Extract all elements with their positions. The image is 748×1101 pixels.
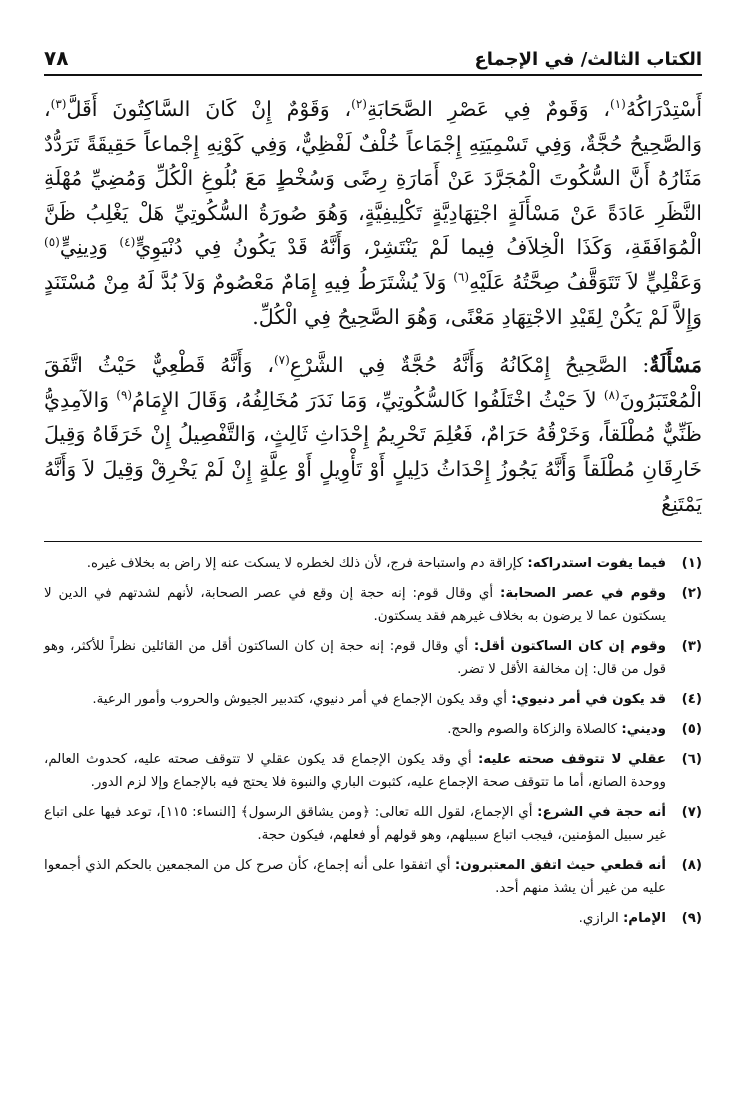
footnote (44, 854, 702, 900)
footnote-body: كإراقة دم واستباحة فرج، لأن ذلك لخطره لا يسكت عنه إلا راض به بخلاف غيره. (86, 556, 528, 572)
footnote-text (44, 854, 666, 900)
text-run: وَالآمِدِيُّ ظَنِّيٌّ مُطْلَقاً، وَخَرْقُهُ حَرَامٌ، فَعُلِمَ تَحْرِيمُ إِحْدَاثِ ثَالِثٍ، وَالتَّفْصِيلُ إِنْ خَرَقَاهُ وَقِيلَ خَارِقَانِ مُطْلَقاً وَأَنَّهُ يَجُوزُ إِحْدَاثُ دَلِيلٍ أَوْ تَأْوِيلٍ أَوْ عِلَّةٍ إِنْ لَمْ يَخْرِقْ وَقِيلَ لاَ وَأَنَّهُ يَمْتَنِعُ (44, 387, 702, 516)
footnote-body: أي وقد يكون الإجماع في أمر دنيوي، كتدبير الجيوش والحروب وأمور الرعية. (92, 692, 512, 708)
section-lead: مَسْأَلَةٌ (649, 353, 702, 378)
footnote (44, 718, 702, 741)
footnote-head: وديني: (621, 722, 666, 738)
footnote (44, 907, 702, 930)
text-run: : الصَّحِيحُ إِمْكَانُهُ وَأَنَّهُ حُجَّةٌ فِي الشَّرْعِ (289, 353, 650, 378)
footnote-body: أي وقال قوم: إنه حجة إن كان الساكتون أقل من القائلين نظراً للأكثر، وهو قول من قال: إن مخالفة الأقل لا تضر. (44, 639, 666, 678)
footnote-head: أنه قطعي حيث اتفق المعتبرون: (454, 858, 666, 874)
footnote-head: عقلي لا تتوقف صحته عليه: (477, 752, 666, 768)
text-run: أَسْتِدْرَاكُهُ (625, 97, 703, 121)
footnote-rule (44, 541, 702, 542)
footnote-marker: (٥) (44, 235, 60, 250)
footnote-body: أي وقال قوم: إنه حجة إن وقع في عصر الصحابة، لأنهم لشدتهم في الدين لا يسكتون عما لا يرضون به بخلاف غيرهم فقد يسكتون. (44, 586, 666, 625)
footnote-head: فيما يفوت استدراكه: (527, 556, 666, 572)
footnote (44, 801, 702, 847)
footnote-head: قد يكون في أمر دنيوي: (511, 692, 666, 708)
footnote-number: (٦) (681, 752, 702, 768)
footnote-number: (٩) (681, 911, 702, 927)
footnote-body: كالصلاة والزكاة والصوم والحج. (447, 722, 622, 738)
footnote-text (44, 801, 666, 847)
footnote-text (44, 635, 666, 681)
footnote (44, 582, 702, 628)
text-run: ، وَقَوْمٌ إِنْ كَانَ السَّاكِتُونَ أَقَلَّ (66, 97, 352, 121)
footnote-marker: (١) (610, 97, 626, 112)
footnote-marker: (٩) (116, 387, 133, 402)
paragraph-2 (44, 348, 702, 521)
footnotes (44, 552, 702, 930)
text-run: ، وَأَنَّهُ قَطْعِيٌّ حَيْثُ اتَّفَقَ الْمُعْتَبَرُونَ (44, 353, 702, 412)
text-run: ، وَالصَّحِيحُ حُجَّةٌ، وَفِي تَسْمِيَتِهِ إِجْمَاعاً خُلْفٌ لَفْظِيٌّ، وَفِي كَوْنِهِ إِجْماعاً حَقِيقَةً تَرَدُّدٌ مَثَارُهُ أَنَّ السُّكُوتَ الْمُجَرَّدَ عَنْ أَمَارَةِ رِضًى وَسُخْطٍ مَعَ بُلُوغِ الْكُلِّ وَمُضِيِّ مُهْلَةِ النَّظَرِ عَادَةً عَنْ مَسْأَلَةٍ اجْتِهَادِيَّةٍ تَكْلِيفِيَّةٍ، وَهُوَ صُورَةُ السُّكُوتِيِّ هَلْ يَغْلِبُ ظَنَّ الْمُوَافَقَةِ، وَكَذَا الْخِلاَفُ فِيما لَمْ يَنْتَشِرْ، وَأَنَّهُ قَدْ يَكُونُ فِي دُنْيَوِيٍّ (44, 97, 702, 260)
footnote-marker: (٦) (453, 270, 470, 285)
footnote (44, 552, 702, 575)
footnote (44, 688, 702, 711)
footnote-number: (٥) (681, 722, 702, 738)
footnote (44, 635, 702, 681)
page-number: ٧٨ (44, 46, 69, 70)
footnote-marker: (٧) (273, 353, 290, 368)
footnote-marker: (٨) (603, 387, 620, 402)
text-run: وَدِينِيٍّ (59, 235, 120, 260)
footnote-number: (٤) (681, 692, 702, 708)
footnote-text (44, 748, 666, 794)
page-header (44, 36, 702, 70)
footnote-text (44, 718, 666, 741)
footnote-body: أي اتفقوا على أنه إجماع، كأن صرح كل من المجمعين بالحكم الذي أجمعوا عليه من غير أن يشذ منهم أحد. (44, 858, 666, 897)
footnote (44, 748, 702, 794)
footnote-number: (٧) (681, 805, 702, 821)
footnote-body: أي الإجماع، لقول الله تعالى: ﴿ومن يشاقق الرسول﴾ [النساء: ١١٥]، توعد فيها على اتباع غير سبيل المؤمنين، فيجب اتباع سبيلهم، وهو قولهم أو فعلهم، فيكون حجة. (44, 805, 666, 844)
footnote-text (44, 688, 666, 711)
footnote-marker: (٣) (50, 97, 67, 112)
text-run: وَلاَ يُشْتَرَطُ فِيهِ إِمَامٌ مَعْصُومٌ وَلاَ بُدَّ لَهُ مِنْ مُسْتَنَدٍ وَإِلاَّ لَمْ يَكُنْ لِقَيْدِ الاجْتِهَادِ مَعْنًى، وَهُوَ الصَّحِيحُ فِي الْكُلِّ. (44, 269, 702, 329)
footnote-marker: (٢) (351, 97, 367, 112)
footnote-number: (١) (681, 556, 702, 572)
text-run: لاَ حَيْثُ اخْتَلَفُوا كَالسُّكُوتِيِّ، وَمَا نَدَرَ مُخَالِفُهُ، وَقَالَ الإِمَامُ (132, 387, 604, 412)
header-rule (44, 74, 702, 76)
text-run: وَعَقْلِيٍّ لاَ تَتَوَقَّفُ صِحَّتُهُ عَلَيْهِ (469, 269, 702, 294)
running-head: الكتاب الثالث/ في الإجماع (474, 49, 702, 70)
footnote-marker: (٤) (119, 235, 136, 250)
footnote-number: (٣) (681, 639, 702, 655)
footnote-head: أنه حجة في الشرع: (537, 805, 666, 821)
footnote-head: وقوم في عصر الصحابة: (499, 586, 666, 602)
footnote-number: (٢) (681, 586, 702, 602)
footnote-text (44, 552, 666, 575)
footnote-text (44, 582, 666, 628)
footnote-head: وقوم إن كان الساكتون أقل: (473, 639, 666, 655)
main-text (44, 92, 702, 521)
footnote-number: (٨) (681, 858, 702, 874)
footnote-text (44, 907, 666, 930)
footnote-body: أي وقد يكون الإجماع قد يكون عقلي لا تتوقف صحته عليه، كحدوث العالم، ووحدة الصانع، أما ما تتوقف صحة الإجماع عليه، كثبوت الباري والنبوة فلا يحتج فيه بالإجماع وإلا لزم الدور. (44, 752, 666, 791)
paragraph-1 (44, 92, 702, 334)
text-run: ، وَقَومٌ فِي عَصْرِ الصَّحَابَةِ (366, 97, 611, 121)
footnote-body: الرازي. (578, 911, 623, 927)
footnote-head: الإمام: (622, 911, 666, 927)
